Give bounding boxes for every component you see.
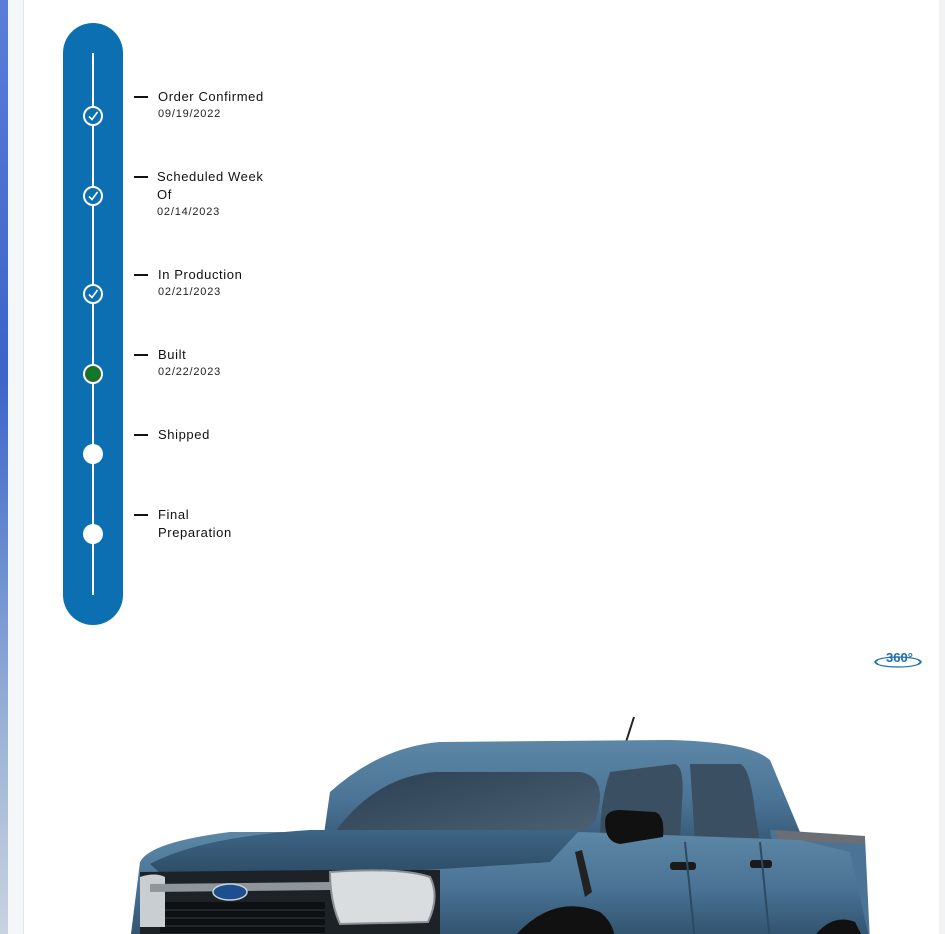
step-date: 02/14/2023 (157, 206, 221, 218)
step-node-final-preparation (83, 524, 103, 544)
step-dash (134, 434, 148, 436)
vehicle-image (110, 712, 870, 934)
step-title: Shipped (158, 427, 210, 442)
step-date: 09/19/2022 (158, 108, 222, 120)
left-gutter (8, 0, 24, 934)
current-step-dot (88, 369, 98, 379)
step-title: Final Preparation (158, 507, 232, 540)
check-icon (87, 190, 99, 202)
step-title: Order Confirmed (158, 89, 264, 104)
order-status-panel (24, 0, 939, 934)
check-icon (87, 110, 99, 122)
step-node-scheduled (83, 186, 103, 206)
step-title: Scheduled Week Of (157, 169, 264, 202)
step-node-order-confirmed (83, 106, 103, 126)
tracker-line (92, 53, 94, 595)
step-title: In Production (158, 267, 243, 282)
step-node-shipped (83, 444, 103, 464)
step-dash (134, 96, 148, 98)
window-left-edge (0, 0, 8, 934)
right-gutter (939, 0, 945, 934)
view-360-button[interactable] (874, 648, 924, 672)
step-node-in-production (83, 284, 103, 304)
view-360-label: 360° (886, 650, 913, 665)
step-dash (134, 354, 148, 356)
step-dash (134, 514, 148, 516)
check-icon (87, 288, 99, 300)
step-title: Built (158, 347, 187, 362)
step-dash (134, 176, 148, 178)
step-dash (134, 274, 148, 276)
order-progress-tracker (63, 23, 123, 625)
step-date: 02/21/2023 (158, 286, 222, 298)
step-date: 02/22/2023 (158, 366, 222, 378)
step-node-built-current (83, 364, 103, 384)
